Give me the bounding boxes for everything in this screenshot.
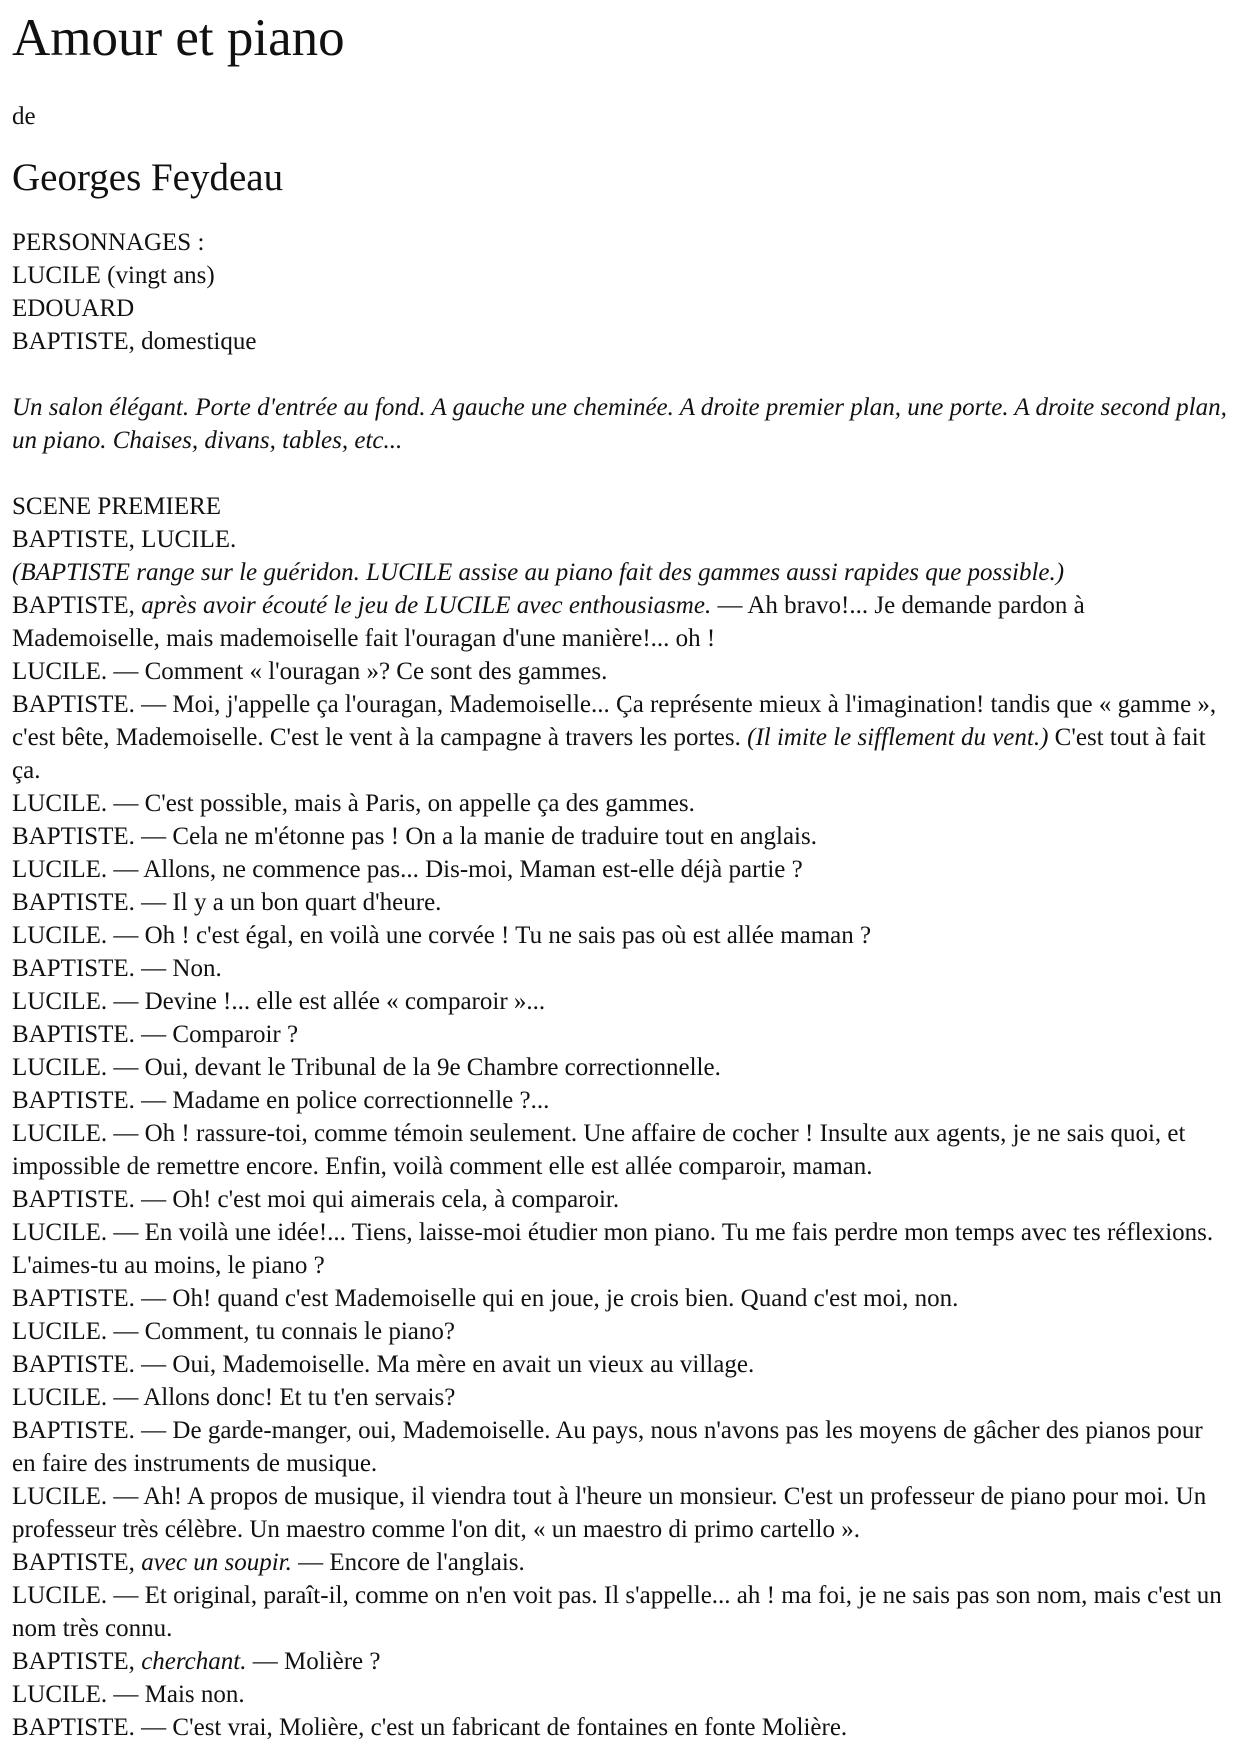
dialogue-text: LUCILE. — En voilà une idée!... Tiens, laisse-moi étudier mon piano. Tu me fais perdre mon temps avec tes réflexions. L'aimes-tu au moins, le piano ? [12, 1219, 1214, 1279]
dialogue-line [12, 1216, 1228, 1282]
dialogue-text: — Molière ? [246, 1648, 381, 1675]
dialogue-text: BAPTISTE. — Oui, Mademoiselle. Ma mère en avait un vieux au village. [12, 1351, 755, 1378]
dialogue-line [12, 1282, 1228, 1315]
byline: de [12, 103, 36, 130]
play-title: Amour et piano [12, 9, 345, 67]
dialogue-line [12, 1183, 1228, 1216]
stage-direction-inline: (Il imite le sifflement du vent.) [747, 724, 1049, 751]
dialogue-text: LUCILE. — Allons donc! Et tu t'en servais? [12, 1384, 456, 1411]
dialogue-line [12, 985, 1228, 1018]
dialogue-text: LUCILE. — C'est possible, mais à Paris, on appelle ça des gammes. [12, 790, 695, 817]
dialogue-line [12, 1051, 1228, 1084]
stage-direction-inline: avec un soupir. [141, 1549, 292, 1576]
stage-direction-inline: après avoir écouté le jeu de LUCILE avec enthousiasme. [141, 592, 712, 619]
dialogue-text: BAPTISTE. — Cela ne m'étonne pas ! On a la manie de traduire tout en anglais. [12, 823, 817, 850]
cast-member: BAPTISTE, domestique [12, 328, 257, 355]
dialogue-text: BAPTISTE. — Oh! c'est moi qui aimerais cela, à comparoir. [12, 1186, 620, 1213]
dialogue-text: — Encore de l'anglais. [291, 1549, 525, 1576]
dialogue-line [12, 1678, 1228, 1711]
dialogue-line [12, 589, 1228, 655]
dialogue-text: LUCILE. — Devine !... elle est allée « comparoir »... [12, 988, 546, 1015]
stage-direction: (BAPTISTE range sur le guéridon. LUCILE assise au piano fait des gammes aussi rapides que possible.) [12, 559, 1065, 586]
dialogue-line [12, 1117, 1228, 1183]
dialogue-text: BAPTISTE, [12, 1549, 142, 1576]
stage-direction-inline: cherchant. [141, 1648, 247, 1675]
dialogue-text: LUCILE. — Ah! A propos de musique, il viendra tout à l'heure un monsieur. C'est un professeur de piano pour moi. Un professeur très célèbre. Un maestro comme l'on dit, « un maestro di primo cartello ». [12, 1483, 1207, 1543]
dialogue-line [12, 1348, 1228, 1381]
dialogue-line [12, 886, 1228, 919]
dialogue [12, 589, 1228, 1744]
dialogue-text: LUCILE. — Allons, ne commence pas... Dis-moi, Maman est-elle déjà partie ? [12, 856, 803, 883]
dialogue-text: BAPTISTE, [12, 1648, 142, 1675]
dialogue-text: BAPTISTE. — Moi, j'appelle ça l'ouragan, Mademoiselle... Ça représente mieux à l'imagination! tandis que « gamme », c'est bête, Mademoiselle. C'est le vent à la campagne à travers les portes. [12, 691, 1217, 751]
dialogue-text: BAPTISTE. — Oh! quand c'est Mademoiselle qui en joue, je crois bien. Quand c'est moi, non. [12, 1285, 959, 1312]
dialogue-text: LUCILE. — Comment « l'ouragan »? Ce sont des gammes. [12, 658, 608, 685]
dialogue-line [12, 1315, 1228, 1348]
dialogue-text: LUCILE. — Oui, devant le Tribunal de la 9e Chambre correctionnelle. [12, 1054, 721, 1081]
dialogue-text: BAPTISTE. — Il y a un bon quart d'heure. [12, 889, 442, 916]
dialogue-text: LUCILE. — Et original, paraît-il, comme on n'en voit pas. Il s'appelle... ah ! ma foi, je ne sais pas son nom, mais c'est un nom très connu. [12, 1582, 1222, 1642]
dialogue-line [12, 853, 1228, 886]
scene-heading: SCENE PREMIERE [12, 493, 222, 520]
dialogue-text: LUCILE. — Oh ! rassure-toi, comme témoin seulement. Une affaire de cocher ! Insulte aux agents, je ne sais quoi, et impossible de remettre encore. Enfin, voilà comment elle est allée comparoir, maman. [12, 1120, 1186, 1180]
dialogue-line [12, 1546, 1228, 1579]
dialogue-line [12, 820, 1228, 853]
dialogue-line [12, 787, 1228, 820]
dialogue-text: LUCILE. — Mais non. [12, 1681, 245, 1708]
cast-member: LUCILE (vingt ans) [12, 262, 215, 289]
document-page [0, 8, 1240, 1744]
dialogue-text: BAPTISTE, [12, 592, 142, 619]
dialogue-line [12, 1381, 1228, 1414]
dialogue-line [12, 1579, 1228, 1645]
dialogue-line [12, 1645, 1228, 1678]
dialogue-line [12, 688, 1228, 787]
dialogue-text: LUCILE. — Oh ! c'est égal, en voilà une corvée ! Tu ne sais pas où est allée maman ? [12, 922, 872, 949]
dialogue-text: BAPTISTE. — Comparoir ? [12, 1021, 299, 1048]
spacer [12, 358, 1228, 391]
dialogue-line [12, 952, 1228, 985]
dialogue-text: BAPTISTE. — De garde-manger, oui, Mademoiselle. Au pays, nous n'avons pas les moyens de gâcher des pianos pour en faire des instruments de musique. [12, 1417, 1203, 1477]
dialogue-text: C'est tout à fait ça. [12, 724, 1206, 784]
scene-header [12, 490, 1228, 589]
dialogue-text: BAPTISTE. — Non. [12, 955, 222, 982]
spacer [12, 457, 1228, 490]
dialogue-text: LUCILE. — Comment, tu connais le piano? [12, 1318, 455, 1345]
dialogue-line [12, 1414, 1228, 1480]
dialogue-line [12, 919, 1228, 952]
cast-member: EDOUARD [12, 295, 135, 322]
cast-list [12, 226, 1228, 358]
scene-characters: BAPTISTE, LUCILE. [12, 526, 237, 553]
dialogue-text: BAPTISTE. — C'est vrai, Molière, c'est un fabricant de fontaines en fonte Molière. [12, 1714, 848, 1741]
cast-heading: PERSONNAGES : [12, 229, 205, 256]
dialogue-line [12, 1084, 1228, 1117]
dialogue-line [12, 1711, 1228, 1744]
dialogue-line [12, 1018, 1228, 1051]
dialogue-line [12, 1480, 1228, 1546]
stage-setting: Un salon élégant. Porte d'entrée au fond. A gauche une cheminée. A droite premier plan, une porte. A droite second plan, un piano. Chaises, divans, tables, etc... [12, 394, 1227, 454]
dialogue-text: BAPTISTE. — Madame en police correctionnelle ?... [12, 1087, 550, 1114]
author-name: Georges Feydeau [12, 156, 284, 199]
dialogue-line [12, 655, 1228, 688]
dialogue-text: — Ah bravo!... Je demande pardon à Mademoiselle, mais mademoiselle fait l'ouragan d'une manière!... oh ! [12, 592, 1085, 652]
